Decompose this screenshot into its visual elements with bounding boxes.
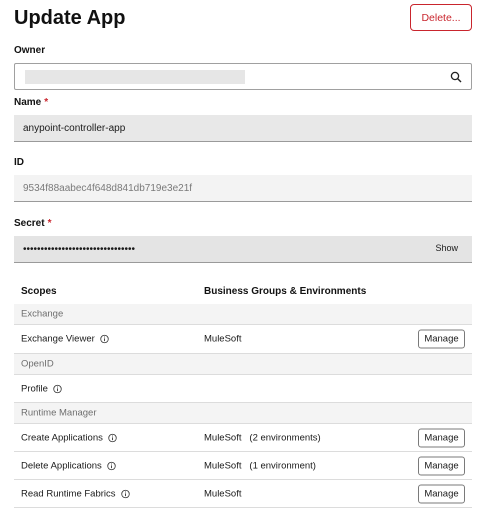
group-label: OpenID xyxy=(21,358,54,370)
table-row xyxy=(14,480,472,508)
business-group-cell: MuleSoft (1 environment) xyxy=(204,460,316,471)
scope-cell xyxy=(21,460,116,471)
secret-value: •••••••••••••••••••••••••••••••• xyxy=(23,243,136,255)
table-row xyxy=(14,325,472,354)
scope-name: Create Applications xyxy=(21,432,103,443)
table-row xyxy=(14,375,472,403)
owner-value-redacted xyxy=(25,70,245,84)
manage-button[interactable]: Manage xyxy=(418,484,465,503)
manage-button[interactable]: Manage xyxy=(418,428,465,447)
required-mark: * xyxy=(44,97,49,108)
manage-button[interactable]: Manage xyxy=(418,330,465,349)
business-group-cell: MuleSoft xyxy=(204,488,242,499)
id-label: ID xyxy=(14,157,24,168)
info-icon[interactable] xyxy=(53,384,62,393)
scope-cell xyxy=(21,334,109,345)
table-row xyxy=(14,452,472,480)
info-icon[interactable] xyxy=(100,335,109,344)
group-label: Runtime Manager xyxy=(21,407,97,419)
business-group-cell: MuleSoft (2 environments) xyxy=(204,432,321,443)
group-row-runtime-manager xyxy=(14,403,472,424)
owner-label: Owner xyxy=(14,45,46,56)
scopes-column-header: Scopes xyxy=(21,286,57,297)
group-label: Exchange xyxy=(21,308,64,320)
scopes-table xyxy=(14,304,472,508)
secret-field[interactable] xyxy=(14,236,472,263)
scope-name: Exchange Viewer xyxy=(21,333,95,345)
scope-cell xyxy=(21,432,117,443)
secret-label-text: Secret xyxy=(14,218,45,229)
scope-name: Delete Applications xyxy=(21,460,102,471)
scope-name: Read Runtime Fabrics xyxy=(21,488,116,499)
secret-label xyxy=(14,218,51,229)
owner-search-input[interactable] xyxy=(14,63,472,90)
page-title: Update App xyxy=(14,7,126,29)
business-group-cell: MuleSoft xyxy=(204,333,242,345)
name-label xyxy=(14,97,48,108)
group-row-openid xyxy=(14,354,472,375)
show-secret-button[interactable]: Show xyxy=(435,243,458,253)
scope-cell xyxy=(21,488,130,499)
name-label-text: Name xyxy=(14,97,42,108)
info-icon[interactable] xyxy=(107,461,116,470)
required-mark: * xyxy=(47,218,52,229)
info-icon[interactable] xyxy=(121,489,130,498)
manage-button[interactable]: Manage xyxy=(418,456,465,475)
search-icon[interactable] xyxy=(450,71,462,83)
scope-name: Profile xyxy=(21,383,48,394)
id-field: 9534f88aabec4f648d841db719e3e21f xyxy=(14,175,472,202)
delete-button[interactable]: Delete... xyxy=(410,4,472,31)
scope-cell xyxy=(21,383,62,394)
business-groups-column-header: Business Groups & Environments xyxy=(204,286,367,297)
name-field[interactable]: anypoint-controller-app xyxy=(14,115,472,142)
info-icon[interactable] xyxy=(108,433,117,442)
group-row-exchange xyxy=(14,304,472,325)
table-row xyxy=(14,424,472,452)
